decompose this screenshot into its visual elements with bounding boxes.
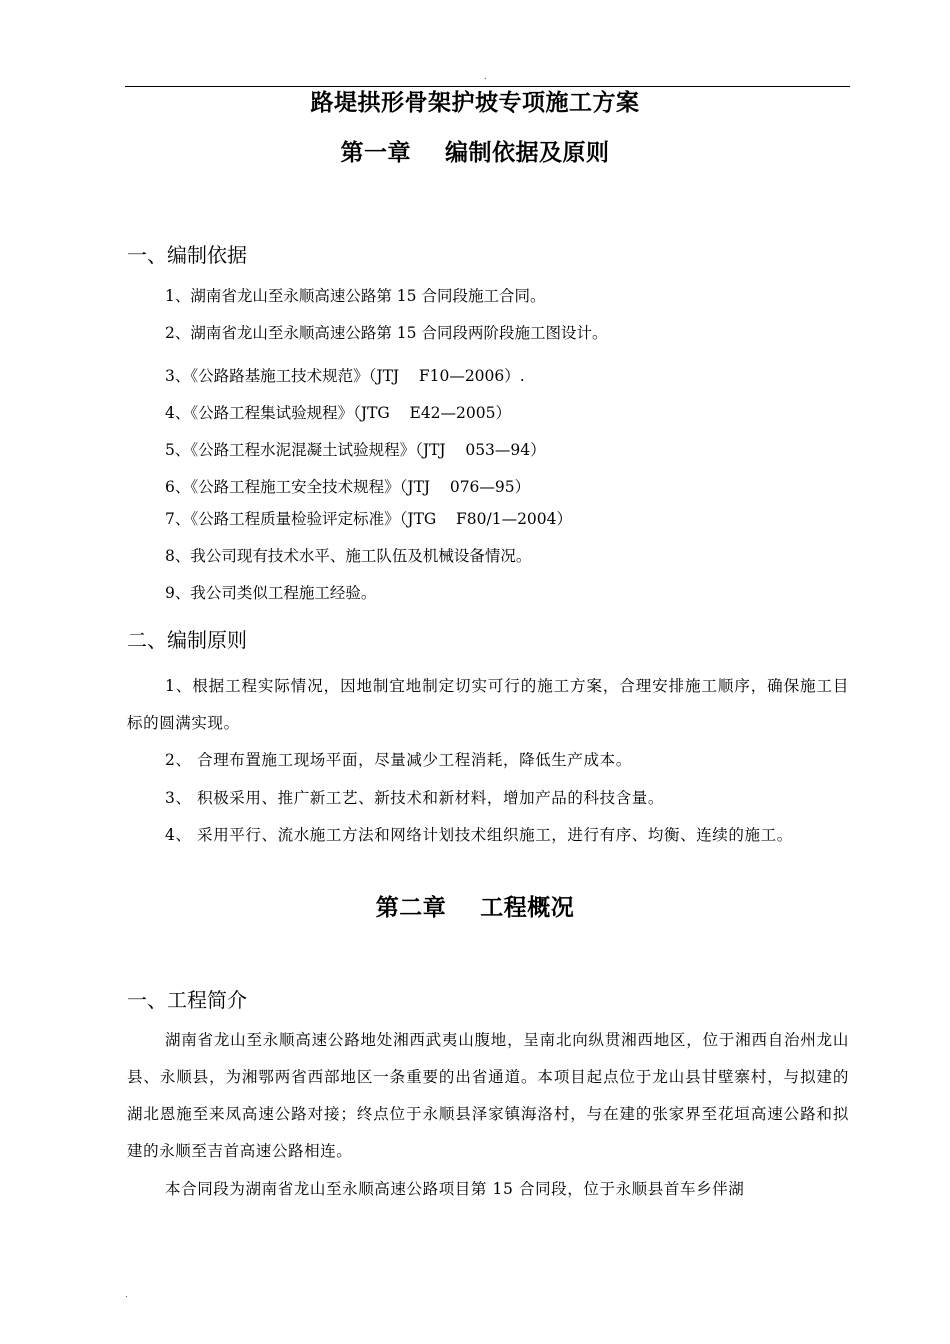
basis-item-1: 1、湖南省龙山至永顺高速公路第 15 合同段施工合同。 bbox=[165, 287, 546, 305]
basis-item-9: 9、我公司类似工程施工经验。 bbox=[165, 584, 377, 602]
header-dot: . bbox=[484, 72, 487, 82]
overview-paragraph-1: 湖南省龙山至永顺高速公路地处湘西武夷山腹地，呈南北向纵贯湘西地区，位于湘西自治州龙山县、永顺县，为湘鄂两省西部地区一条重要的出省通道。本项目起点位于龙山县甘壁寨村，与拟建的湖北恩施至来凤高速公路对接；终点位于永顺县泽家镇海洛村，与在建的张家界至花垣高速公路和拟建的永顺至吉首高速公路相连。 bbox=[127, 1031, 849, 1160]
overview-paragraph-2: 本合同段为湖南省龙山至永顺高速公路项目第 15 合同段，位于永顺县首车乡伴湖 bbox=[165, 1180, 745, 1198]
basis-item-2: 2、湖南省龙山至永顺高速公路第 15 合同段两阶段施工图设计。 bbox=[165, 324, 608, 342]
section-basis-heading: 一、编制依据 bbox=[127, 243, 247, 267]
basis-item-6: 6、《公路工程施工安全技术规程》（JTJ 076—95） bbox=[165, 478, 531, 496]
basis-item-5: 5、《公路工程水泥混凝土试验规程》（JTJ 053—94） bbox=[165, 441, 546, 459]
principle-paragraph-2: 2、 合理布置施工现场平面，尽量减少工程消耗，降低生产成本。 bbox=[165, 751, 632, 769]
basis-item-7: 7、《公路工程质量检验评定标准》（JTG F80/1—2004） bbox=[165, 510, 573, 528]
basis-item-4: 4、《公路工程集试验规程》（JTG E42—2005） bbox=[165, 404, 511, 422]
chapter-2-title: 第二章 工程概况 bbox=[375, 895, 575, 921]
section-principles-heading: 二、编制原则 bbox=[127, 628, 247, 652]
basis-item-8: 8、我公司现有技术水平、施工队伍及机械设备情况。 bbox=[165, 547, 532, 565]
section-overview-heading: 一、工程简介 bbox=[127, 988, 247, 1012]
footer-dot: . bbox=[125, 1290, 128, 1300]
header-rule bbox=[125, 86, 850, 87]
document-title: 路堤拱形骨架护坡专项施工方案 bbox=[310, 90, 640, 116]
principle-paragraph-3: 3、 积极采用、推广新工艺、新技术和新材料，增加产品的科技含量。 bbox=[165, 789, 664, 807]
principle-paragraph-4: 4、 采用平行、流水施工方法和网络计划技术组织施工，进行有序、均衡、连续的施工。 bbox=[165, 826, 793, 844]
principle-paragraph-1: 1、根据工程实际情况，因地制宜地制定切实可行的施工方案，合理安排施工顺序，确保施工目标的圆满实现。 bbox=[127, 677, 849, 732]
chapter-1-title: 第一章 编制依据及原则 bbox=[340, 140, 610, 166]
basis-item-3: 3、《公路路基施工技术规范》（JTJ F10—2006）. bbox=[165, 367, 525, 385]
